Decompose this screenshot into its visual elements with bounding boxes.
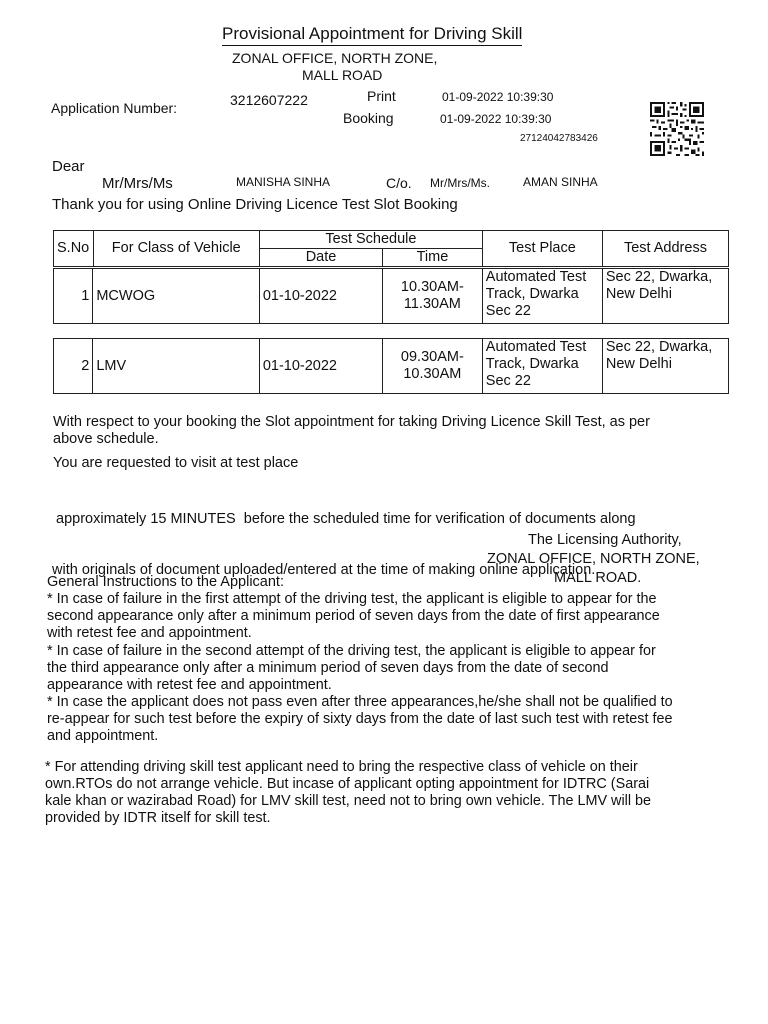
instruction-4	[45, 759, 651, 827]
header-sno: S.No	[54, 231, 94, 267]
page-title: Provisional Appointment for Driving Skill	[222, 24, 522, 46]
respect-line: With respect to your booking the Slot appointment for taking Driving Licence Skill Test, as per	[53, 414, 650, 430]
row-place-line: Sec 22	[485, 303, 531, 319]
instruction-1	[47, 591, 660, 642]
instruction-line: kale khan or wazirabad Road) for LMV skill test, need not to bring own vehicle. The LMV will be	[45, 793, 652, 809]
signature-line-3: MALL ROAD.	[554, 570, 642, 586]
respect-line: above schedule.	[53, 431, 159, 447]
instruction-line: * In case of failure in the first attempt of the driving test, the applicant is eligible to appear for the	[47, 591, 657, 607]
row-address-line: New Delhi	[605, 356, 672, 372]
instructions-heading: General Instructions to the Applicant:	[47, 574, 284, 590]
thank-you-line: Thank you for using Online Driving Licence Test Slot Booking	[52, 196, 458, 213]
instruction-line: second appearance only after a minimum period of seven days from the date of first appearance	[47, 608, 660, 624]
care-of-label: C/o.	[386, 175, 412, 191]
row-time	[382, 339, 482, 394]
row-place	[482, 339, 602, 394]
instruction-line: with retest fee and appointment.	[47, 625, 252, 641]
row-address	[602, 269, 728, 324]
row-address-line: New Delhi	[605, 286, 672, 302]
application-number-value: 3212607222	[230, 92, 308, 108]
row-date: 01-10-2022	[259, 339, 382, 394]
row-time-end: 11.30AM	[403, 296, 461, 312]
row-place-line: Automated Test	[485, 339, 587, 355]
instruction-line: re-appear for such test before the expiry of sixty days from the date of last such test with retest fee	[47, 711, 673, 727]
row-time-start: 09.30AM-	[400, 349, 464, 365]
row-time-end: 10.30AM	[403, 366, 462, 382]
row-sno: 1	[54, 269, 93, 324]
instruction-line: the third appearance only after a minimum period of seven days from the date of second	[47, 660, 609, 676]
application-number-label: Application Number:	[51, 100, 178, 116]
print-datetime: 01-09-2022 10:39:30	[442, 90, 554, 104]
header-place: Test Place	[482, 231, 602, 267]
instruction-line: * In case the applicant does not pass even after three appearances,he/she shall not be qualified to	[47, 694, 673, 710]
instruction-line: and appointment.	[47, 728, 159, 744]
applicant-name: MANISHA SINHA	[236, 175, 331, 189]
signature-line-1: The Licensing Authority,	[528, 532, 682, 548]
instruction-line: own.RTOs do not arrange vehicle. But incase of applicant opting appointment for IDTRC (Sarai	[45, 776, 650, 792]
instruction-line: * In case of failure in the second attempt of the driving test, the applicant is eligible to appear for	[47, 643, 656, 659]
approx-line: approximately 15 MINUTES before the scheduled time for verification of documents along	[52, 511, 636, 527]
table-row	[53, 338, 729, 394]
respect-paragraph	[53, 414, 650, 448]
booking-label: Booking	[343, 110, 394, 126]
row-address-line: Sec 22, Dwarka,	[605, 269, 713, 285]
signature-line-2: ZONAL OFFICE, NORTH ZONE,	[487, 551, 700, 567]
office-line-2: MALL ROAD	[302, 67, 383, 83]
applicant-title-label: Mr/Mrs/Ms	[102, 175, 173, 192]
row-date: 01-10-2022	[259, 269, 382, 324]
instruction-3	[47, 694, 673, 745]
qr-code-icon	[650, 102, 704, 156]
booking-datetime: 01-09-2022 10:39:30	[440, 112, 552, 126]
header-schedule: Test Schedule	[259, 231, 482, 249]
row-place-line: Automated Test	[485, 269, 587, 285]
header-time: Time	[383, 249, 483, 267]
dear-label: Dear	[52, 158, 85, 175]
instruction-line: appearance with retest fee and appointment.	[47, 677, 332, 693]
qr-code-number: 27124042783426	[520, 133, 598, 144]
row-time	[382, 269, 482, 324]
print-label: Print	[367, 88, 396, 104]
row-time-start: 10.30AM-	[400, 279, 464, 295]
schedule-table-header	[53, 230, 729, 267]
table-row	[53, 268, 729, 324]
row-place-line: Sec 22	[485, 373, 531, 389]
header-address: Test Address	[602, 231, 728, 267]
office-line-1: ZONAL OFFICE, NORTH ZONE,	[232, 50, 438, 66]
row-address	[602, 339, 728, 394]
instruction-line: * For attending driving skill test applicant need to bring the respective class of vehicle on their	[45, 759, 638, 775]
visit-line: You are requested to visit at test place	[53, 455, 299, 471]
instruction-2	[47, 643, 656, 694]
care-of-title: Mr/Mrs/Ms.	[430, 176, 490, 190]
row-class: LMV	[93, 339, 259, 394]
row-place-line: Track, Dwarka	[485, 356, 579, 372]
approx-line: with originals of document uploaded/entered at the time of making online application.	[52, 562, 596, 578]
row-address-line: Sec 22, Dwarka,	[605, 339, 713, 355]
header-class: For Class of Vehicle	[93, 231, 259, 267]
care-of-name: AMAN SINHA	[523, 175, 598, 189]
row-place-line: Track, Dwarka	[485, 286, 579, 302]
instruction-line: provided by IDTR itself for skill test.	[45, 810, 271, 826]
row-place	[482, 269, 602, 324]
row-class: MCWOG	[93, 269, 259, 324]
header-date: Date	[259, 249, 382, 267]
row-sno: 2	[54, 339, 93, 394]
